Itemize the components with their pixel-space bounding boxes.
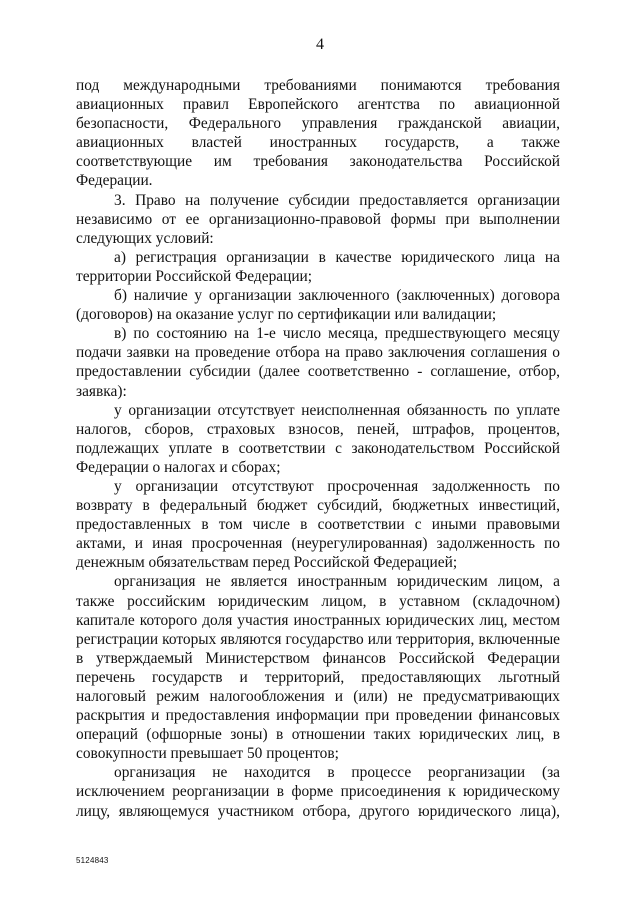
paragraph-condition-b: б) наличие у организации заключенного (заключенных) договора (договоров) на оказание услуг по сертификации или валидации;	[76, 287, 560, 324]
paragraph-item-3-intro: 3. Право на получение субсидии предоставляется организации независимо от ее организационно-правовой формы при выполнении следующих условий:	[76, 191, 560, 247]
paragraph-no-reorganization: организация не находится в процессе реорганизации (за исключением реорганизации в форме присоединения к юридическому лицу, являющемуся участником отбора, другого юридического лица),	[76, 764, 560, 820]
document-body	[76, 76, 560, 821]
paragraph-not-foreign-entity: организация не является иностранным юридическим лицом, а также российским юридическим лицом, в уставном (складочном) капитале которого доля участия иностранных юридических лиц, местом регистрации которых являются государство или территория, включенные в утверждаемый Министерством финансов Российской Федерации перечень государств и территорий, предоставляющих льготный налоговый режим налогообложения и (или) не предусматривающих раскрытия и предоставления информации при проведении финансовых операций (офшорные зоны) в отношении таких юридических лиц, в совокупности превышает 50 процентов;	[76, 573, 560, 763]
document-code: 5124843	[76, 856, 109, 865]
paragraph-condition-a: а) регистрация организации в качестве юридического лица на территории Российской Федерации;	[76, 248, 560, 285]
paragraph-no-budget-debt: у организации отсутствуют просроченная задолженность по возврату в федеральный бюджет субсидий, бюджетных инвестиций, предоставленных в том числе в соответствии с иными правовыми актами, и иная просроченная (неурегулированная) задолженность по денежным обязательствам перед Российской Федерацией;	[76, 477, 560, 572]
paragraph-no-tax-debt: у организации отсутствует неисполненная обязанность по уплате налогов, сборов, страховых взносов, пеней, штрафов, процентов, подлежащих уплате в соответствии с законодательством Российской Федерации о налогах и сборах;	[76, 401, 560, 476]
page-number: 4	[316, 36, 324, 53]
paragraph-international-requirements: под международными требованиями понимаются требования авиационных правил Европейского агентства по авиационной безопасности, Федерального управления гражданской авиации, авиационных властей иностранных государств, а также соответствующие им требования законодательства Российской Федерации.	[76, 77, 560, 190]
paragraph-condition-v: в) по состоянию на 1-е число месяца, предшествующего месяцу подачи заявки на проведение отбора на право заключения соглашения о предоставлении субсидии (далее соответственно - соглашение, отбор, заявка):	[76, 325, 560, 400]
